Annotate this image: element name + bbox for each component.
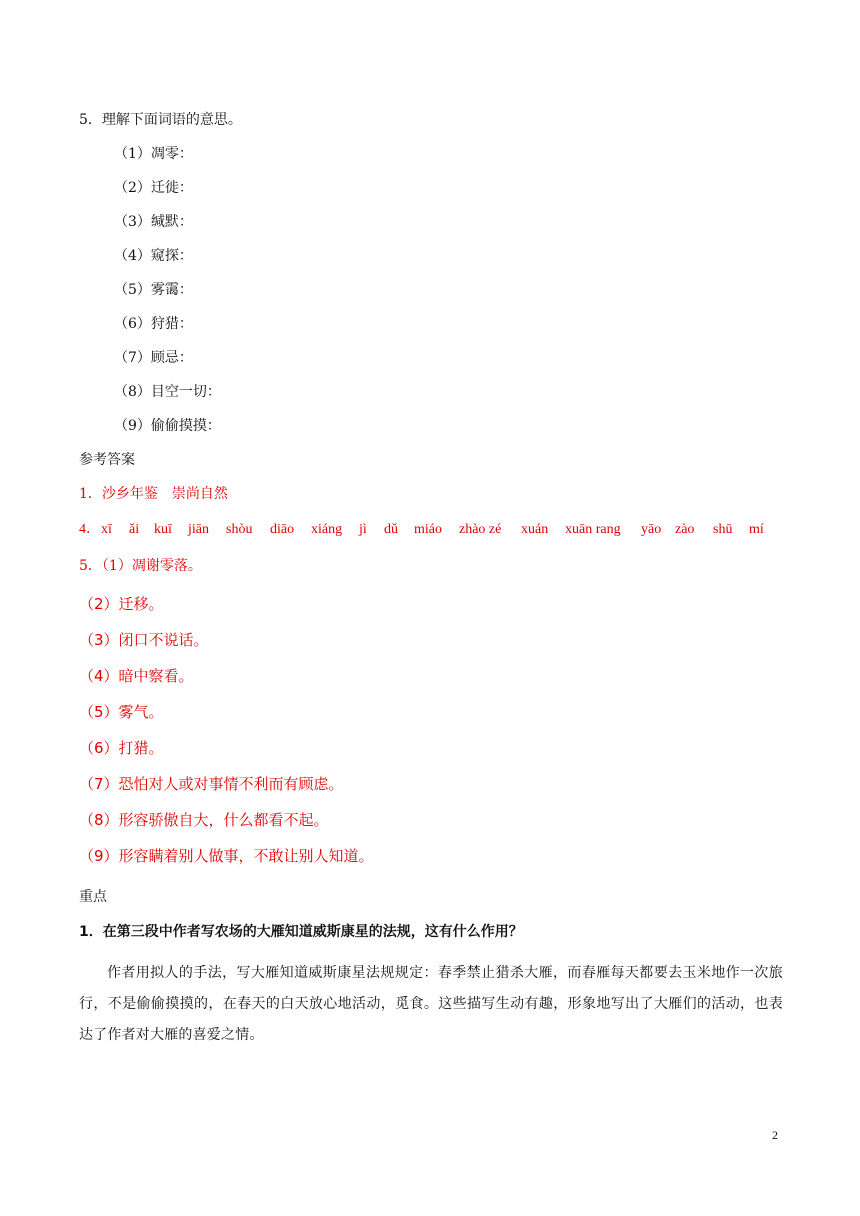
pinyin-item: ǎi [129,522,140,537]
question-5-item: （7）顾忌： [114,350,193,366]
pinyin-item: mí [749,522,764,537]
answer-5-item: （3）闭口不说话。 [79,631,209,649]
question-5-item: （5）雾霭： [114,282,193,298]
question-5-item: （3）缄默： [114,214,193,230]
answer-5-item: （2）迁移。 [79,595,164,613]
page-number: 2 [772,1128,778,1142]
answer-5-item: （4）暗中察看。 [79,667,194,685]
answers-heading: 参考答案 [79,452,135,468]
pinyin-item: shū [713,522,733,537]
pinyin-item: shòu [226,522,253,537]
question-5-item: （6）狩猎： [114,316,193,332]
key-question-1: 1．在第三段中作者写农场的大雁知道威斯康星的法规，这有什么作用？ [79,924,523,940]
question-5-item: （2）迁徙： [114,180,193,196]
pinyin-item: miáo [414,522,442,537]
pinyin-item: xī [101,522,112,537]
answer-5-item: （5）雾气。 [79,703,164,721]
answer-5-item: （6）打猎。 [79,739,164,757]
answer-4-pinyin-row [79,520,779,540]
pinyin-item: xuān rang [565,522,621,537]
pinyin-item: kuī [154,522,172,537]
question-5-item: （9）偷偷摸摸： [114,418,221,434]
pinyin-item: yāo [641,522,662,537]
pinyin-item: xiáng [311,522,343,537]
answer-5-item: （9）形容瞒着别人做事，不敢让别人知道。 [79,847,374,865]
question-5-title: 5．理解下面词语的意思。 [79,112,242,128]
pinyin-item: dǔ [384,522,398,537]
pinyin-item: jì [359,522,367,537]
pinyin-item: zào [675,522,695,537]
answer-5-item: （8）形容骄傲自大，什么都看不起。 [79,811,329,829]
pinyin-item: diāo [270,522,295,537]
pinyin-item: zhào zé [459,522,502,537]
pinyin-item: xuán [521,522,549,537]
answer-5-item: （7）恐怕对人或对事情不利而有顾虑。 [79,775,344,793]
key-points-heading: 重点 [79,889,107,905]
answer-1: 1．沙乡年鉴 崇尚自然 [79,486,228,502]
key-answer-paragraph: 作者用拟人的手法，写大雁知道威斯康星法规规定：春季禁止猎杀大雁，而春雁每天都要去玉米地作一次旅行，不是偷偷摸摸的，在春天的白天放心地活动，觅食。这些描写生动有趣，形象地写出了大雁们的活动，也表达了作者对大雁的喜爱之情。 [79,965,783,1043]
answer-4-label: 4． [79,522,100,537]
question-5-item: （4）窥探： [114,248,193,264]
question-5-item: （1）凋零： [114,146,193,162]
pinyin-item: jiān [188,522,209,537]
answer-5-first: 5．（1）凋谢零落。 [79,558,202,574]
question-5-item: （8）目空一切： [114,384,221,400]
